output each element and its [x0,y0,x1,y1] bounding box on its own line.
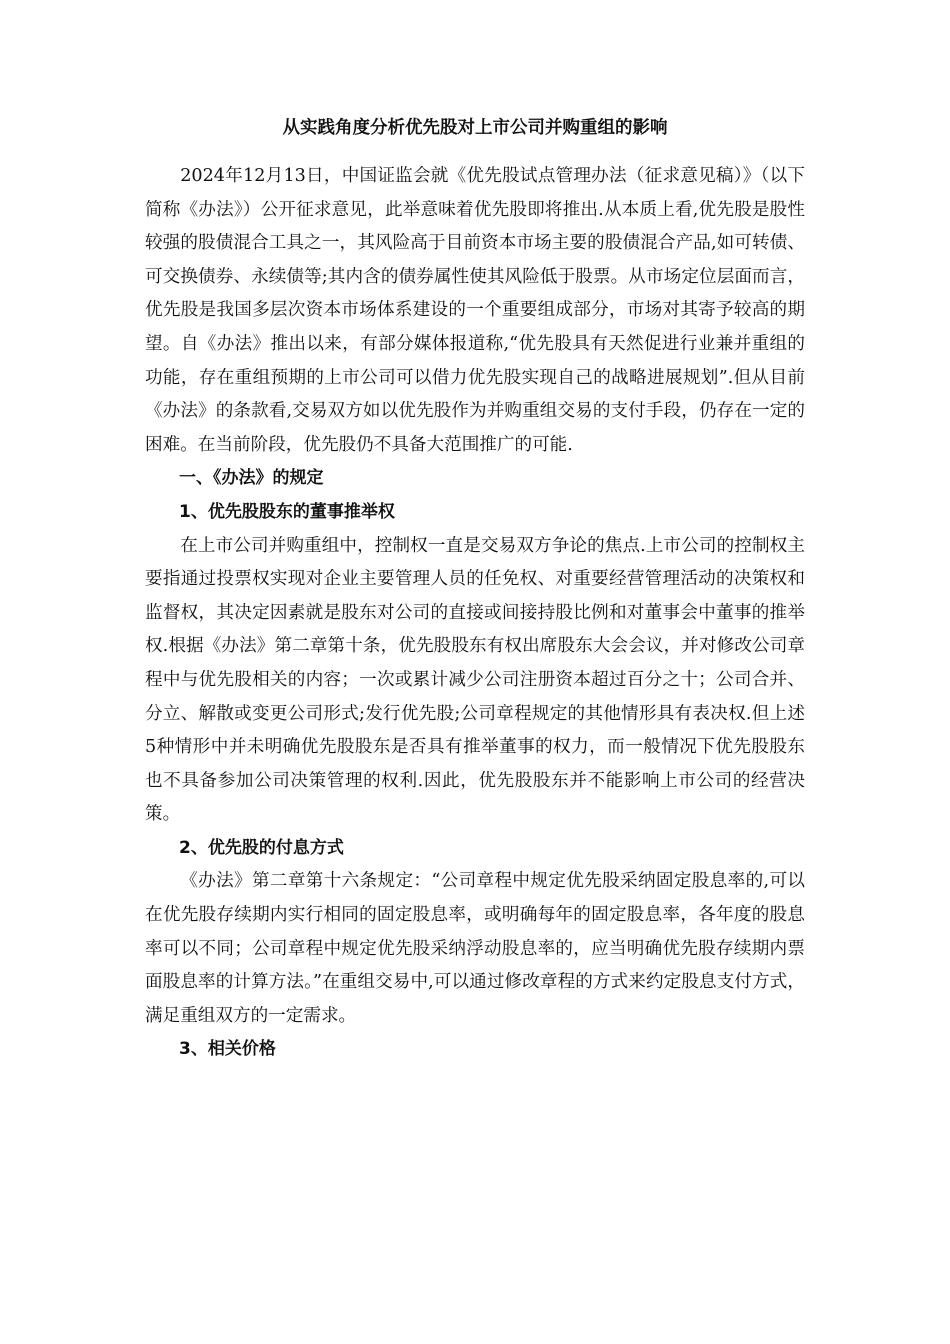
document-title: 从实践角度分析优先股对上市公司并购重组的影响 [282,118,668,138]
subsection-heading-3: 3、相关价格 [179,1039,276,1060]
subsection-paragraph-2: 《办法》第二章第十六条规定：“公司章程中规定优先股采纳固定股息率的,可以在优先股存续期内实行相同的固定股息率，或明确每年的固定股息率，各年度的股息率可以不同；公司章程中规定优先股采纳浮动股息率的，应当明确优先股存续期内票面股息率的计算方法。”在重组交易中,可以通过修改章程的方式来约定股息支付方式，满足重组双方的一定需求。 [145,871,805,1026]
section-heading-1: 一、《办法》的规定 [179,468,324,489]
subsection-heading-1: 1、优先股股东的董事推举权 [179,501,395,522]
intro-paragraph: 2024年12月13日，中国证监会就《优先股试点管理办法（征求意见稿）》（以下简称《办法》）公开征求意见，此举意味着优先股即将推出.从本质上看,优先股是股性较强的股债混合工具之一，其风险高于目前资本市场主要的股债混合产品,如可转债、可交换债券、永续债等;其内含的债券属性使其风险低于股票。从市场定位层面而言，优先股是我国多层次资本市场体系建设的一个重要组成部分，市场对其寄予较高的期望。自《办法》推出以来，有部分媒体报道称,“优先股具有天然促进行业兼并重组的功能，存在重组预期的上市公司可以借力优先股实现自己的战略进展规划”.但从目前《办法》的条款看,交易双方如以优先股作为并购重组交易的支付手段，仍存在一定的困难。在当前阶段，优先股仍不具备大范围推广的可能. [145,166,805,455]
document-body [145,160,805,1067]
subsection-paragraph-1: 在上市公司并购重组中，控制权一直是交易双方争论的焦点.上市公司的控制权主要指通过投票权实现对企业主要管理人员的任免权、对重要经营管理活动的决策权和监督权，其决定因素就是股东对公司的直接或间接持股比例和对董事会中董事的推举权.根据《办法》第二章第十条，优先股股东有权出席股东大会会议，并对修改公司章程中与优先股相关的内容；一次或累计减少公司注册资本超过百分之十；公司合并、分立、解散或变更公司形式;发行优先股;公司章程规定的其他情形具有表决权.但上述5种情形中并未明确优先股股东是否具有推举董事的权力，而一般情况下优先股股东也不具备参加公司决策管理的权利.因此，优先股股东并不能影响上市公司的经营决策。 [145,535,805,825]
subsection-heading-2: 2、优先股的付息方式 [179,837,344,858]
